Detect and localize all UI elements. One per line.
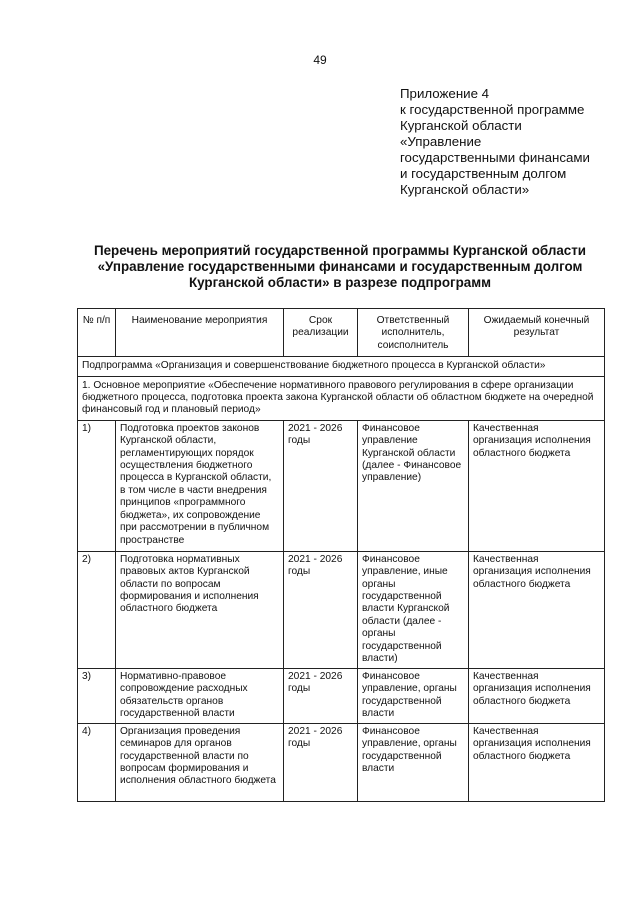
subprogram-cell: Подпрограмма «Организация и совершенствование бюджетного процесса в Курганской области» bbox=[78, 357, 605, 376]
table-row bbox=[78, 551, 605, 668]
title-line: «Управление государственными финансами и государственным долгом bbox=[97, 259, 583, 274]
cell-responsible: Финансовое управление, иные органы государственной власти Курганской области (далее - органы государственной власти) bbox=[358, 551, 469, 668]
appendix-line: Приложение 4 bbox=[400, 86, 490, 101]
table-row bbox=[78, 668, 605, 723]
cell-number: 4) bbox=[78, 723, 116, 801]
cell-number: 3) bbox=[78, 668, 116, 723]
cell-name: Организация проведения семинаров для органов государственной власти по вопросам формирования и исполнения областного бюджета bbox=[116, 723, 284, 801]
appendix-line: к государственной программе bbox=[400, 102, 585, 117]
main-event-row bbox=[78, 376, 605, 420]
table-row bbox=[78, 420, 605, 551]
appendix-line: и государственным долгом bbox=[400, 166, 567, 181]
cell-result: Качественная организация исполнения областного бюджета bbox=[469, 551, 605, 668]
cell-number: 1) bbox=[78, 420, 116, 551]
cell-result: Качественная организация исполнения областного бюджета bbox=[469, 668, 605, 723]
cell-responsible: Финансовое управление, органы государственной власти bbox=[358, 668, 469, 723]
cell-name: Подготовка проектов законов Курганской области, регламентирующих порядок осуществления бюджетного процесса в Курганской области, в том числе в части внедрения принципов «программного бюджета», их сопровождение при рассмотрении в публичном пространстве bbox=[116, 420, 284, 551]
cell-term: 2021 - 2026 годы bbox=[284, 723, 358, 801]
appendix-line: государственными финансами bbox=[400, 150, 590, 165]
title-line: Курганской области» в разрезе подпрограмм bbox=[188, 275, 492, 290]
cell-responsible: Финансовое управление, органы государственной власти bbox=[358, 723, 469, 801]
appendix-block bbox=[400, 86, 630, 198]
cell-term: 2021 - 2026 годы bbox=[284, 551, 358, 668]
header-responsible: Ответственный исполнитель, соисполнитель bbox=[358, 309, 469, 357]
events-table bbox=[77, 308, 605, 802]
appendix-line: Курганской области bbox=[400, 118, 522, 133]
cell-number: 2) bbox=[78, 551, 116, 668]
cell-result: Качественная организация исполнения областного бюджета bbox=[469, 420, 605, 551]
header-result: Ожидаемый конечный результат bbox=[469, 309, 605, 357]
header-number: № п/п bbox=[78, 309, 116, 357]
cell-term: 2021 - 2026 годы bbox=[284, 668, 358, 723]
page-number: 49 bbox=[313, 53, 327, 67]
cell-responsible: Финансовое управление Курганской области (далее - Финансовое управление) bbox=[358, 420, 469, 551]
document-title bbox=[60, 243, 620, 291]
table-row bbox=[78, 723, 605, 801]
subprogram-row bbox=[78, 357, 605, 376]
title-line: Перечень мероприятий государственной программы Курганской области bbox=[93, 243, 587, 258]
cell-name: Подготовка нормативных правовых актов Курганской области по вопросам формирования и исполнения областного бюджета bbox=[116, 551, 284, 668]
appendix-line: «Управление bbox=[400, 134, 482, 149]
main-event-cell: 1. Основное мероприятие «Обеспечение нормативного правового регулирования в сфере организации бюджетного процесса, подготовка проекта закона Курганской области об областном бюджете на очередной финансовый год и плановый период» bbox=[78, 376, 605, 420]
table-header-row bbox=[78, 309, 605, 357]
cell-term: 2021 - 2026 годы bbox=[284, 420, 358, 551]
cell-name: Нормативно-правовое сопровождение расходных обязательств органов государственной власти bbox=[116, 668, 284, 723]
header-name: Наименование мероприятия bbox=[116, 309, 284, 357]
header-term: Срок реализации bbox=[284, 309, 358, 357]
appendix-line: Курганской области» bbox=[400, 182, 530, 197]
cell-result: Качественная организация исполнения областного бюджета bbox=[469, 723, 605, 801]
